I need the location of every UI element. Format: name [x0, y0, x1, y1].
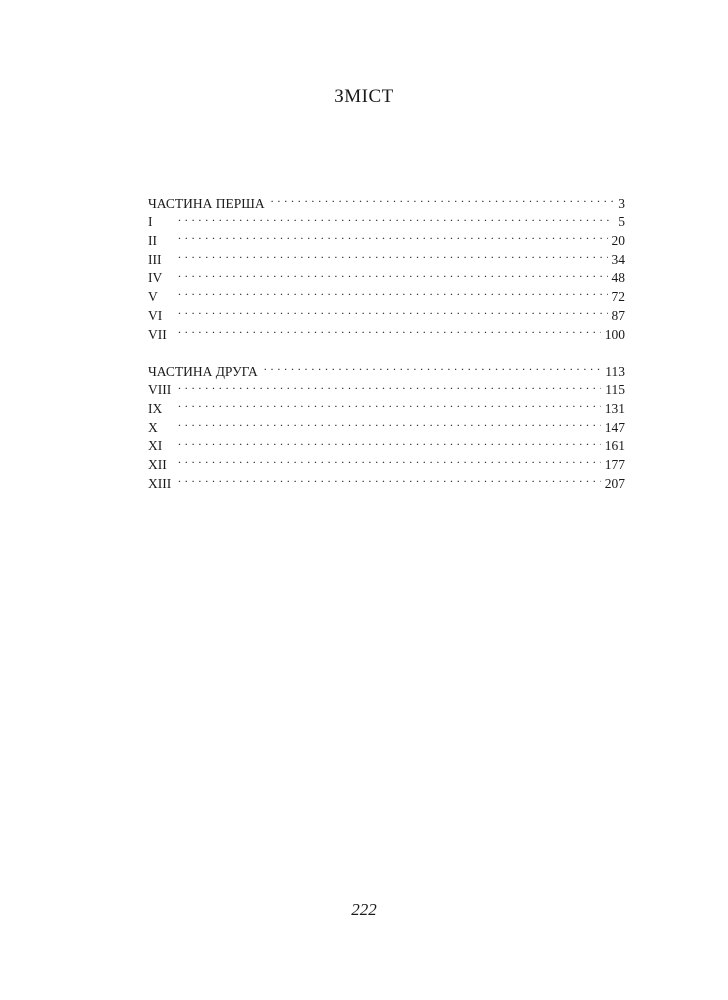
toc-page-number: 207: [604, 475, 625, 491]
toc-chapter-label: VII: [148, 326, 167, 342]
toc-chapter-row: [148, 413, 625, 435]
toc-chapter-label: XII: [148, 457, 167, 473]
toc-dot-leader: [178, 320, 601, 339]
toc-part-heading-label: ЧАСТИНА ПЕРША: [148, 195, 265, 211]
toc-chapter-row: [148, 376, 625, 398]
toc-chapter-row: [148, 282, 625, 305]
toc-dot-leader: [178, 226, 608, 245]
toc-page-number: 3: [618, 195, 625, 211]
toc-page-number: 115: [605, 382, 625, 398]
toc-dot-leader: [178, 376, 601, 395]
toc-page-number: 72: [611, 289, 625, 305]
toc-dot-leader: [264, 357, 602, 376]
toc-dot-leader: [178, 469, 601, 488]
toc-dot-leader: [178, 301, 608, 320]
toc-chapter-row: [148, 432, 625, 454]
toc-part-heading: [148, 357, 625, 379]
toc-dot-leader: [271, 189, 615, 208]
toc-page-number: 87: [611, 307, 625, 323]
toc-dot-leader: [178, 450, 601, 469]
toc-part-second: [148, 357, 625, 491]
toc-chapter-label: VIII: [148, 382, 172, 398]
toc-chapter-label: VI: [148, 307, 163, 323]
toc-page-number: 34: [611, 251, 625, 267]
toc-chapter-row: [148, 245, 625, 267]
toc-part-heading: [148, 189, 625, 211]
toc-chapter-label: IV: [148, 270, 163, 286]
toc-page-number: 131: [604, 401, 625, 417]
toc-chapter-row: [148, 264, 625, 286]
toc-part-first: [148, 189, 625, 342]
toc-page-number: 48: [611, 270, 625, 286]
toc-chapter-row: [148, 208, 625, 230]
toc-part-heading-label: ЧАСТИНА ДРУГА: [148, 363, 258, 379]
toc-chapter-label: V: [148, 289, 158, 305]
toc-page-number: 100: [604, 326, 625, 342]
toc-chapter-row: [148, 450, 625, 473]
toc-dot-leader: [178, 394, 601, 413]
toc-page-number: 113: [605, 363, 625, 379]
toc-dot-leader: [178, 245, 608, 264]
toc-page-number: 5: [618, 214, 625, 230]
toc-page-number: 147: [604, 419, 625, 435]
toc-chapter-label: XI: [148, 438, 163, 454]
toc-chapter-label: III: [148, 251, 162, 267]
toc-chapter-row: [148, 469, 625, 491]
toc-page-number: 20: [611, 233, 625, 249]
toc-chapter-row: [148, 394, 625, 417]
toc-dot-leader: [178, 413, 601, 432]
toc-page-number: 161: [604, 438, 625, 454]
page-title: ЗМІСТ: [334, 86, 394, 107]
toc-page-number: 177: [604, 457, 625, 473]
toc-chapter-row: [148, 301, 625, 323]
toc-chapter-row: [148, 226, 625, 249]
toc-chapter-label: XIII: [148, 475, 172, 491]
page-number: 222: [351, 900, 377, 919]
toc-chapter-label: I: [148, 214, 153, 230]
toc-chapter-row: [148, 320, 625, 342]
toc-dot-leader: [178, 282, 608, 301]
toc-dot-leader: [178, 208, 614, 227]
toc-dot-leader: [178, 264, 608, 283]
toc-chapter-label: IX: [148, 401, 163, 417]
toc-dot-leader: [178, 432, 601, 451]
toc-chapter-label: X: [148, 419, 158, 435]
toc-chapter-label: II: [148, 233, 157, 249]
